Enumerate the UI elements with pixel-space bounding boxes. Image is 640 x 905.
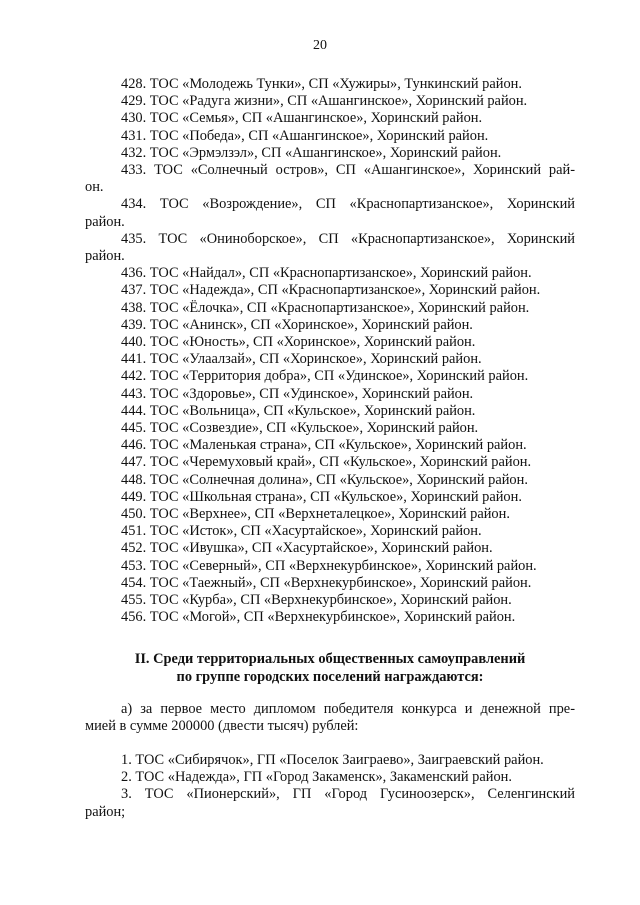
list-item-text: 439. ТОС «Анинск», СП «Хоринское», Хоринский район.: [121, 316, 473, 333]
list-item: [85, 93, 575, 110]
list-item: [85, 575, 575, 592]
list-item: [85, 231, 575, 265]
list-item: [85, 351, 575, 368]
list-item-text: 428. ТОС «Молодежь Тунки», СП «Хужиры», Тункинский район.: [121, 76, 522, 92]
list-item-continuation: район;: [85, 803, 126, 820]
list-item-text: 456. ТОС «Могой», СП «Верхнекурбинское», Хоринский район.: [121, 609, 516, 626]
list-item: [85, 558, 575, 575]
list-item: [85, 196, 575, 230]
list-item: [85, 592, 575, 609]
list-item: [85, 128, 575, 145]
list-item: [85, 334, 575, 351]
list-item-text: 442. ТОС «Территория добра», СП «Удинское», Хоринский район.: [121, 368, 529, 385]
list-item: [85, 437, 575, 454]
list-item: [85, 523, 575, 540]
list-item-text: 452. ТОС «Ивушка», СП «Хасуртайское», Хоринский район.: [121, 540, 493, 557]
section-heading: [85, 650, 575, 686]
list-item: [85, 472, 575, 489]
list-item: [85, 609, 575, 626]
list-item-text: 443. ТОС «Здоровье», СП «Удинское», Хоринский район.: [121, 385, 474, 402]
list-item-text: 454. ТОС «Таежный», СП «Верхнекурбинское», Хоринский район.: [121, 574, 532, 591]
list-item: [85, 282, 575, 299]
list-item-text: 434. ТОС «Возрождение», СП «Краснопартизанское», Хоринский: [121, 196, 575, 213]
list-item-text: 450. ТОС «Верхнее», СП «Верхнеталецкое», Хоринский район.: [121, 506, 510, 523]
list-item: [85, 540, 575, 557]
list-item: [85, 420, 575, 437]
list-item-text: 435. ТОС «Онинoборское», СП «Краснопартизанское», Хоринский: [121, 230, 575, 247]
list-item: [85, 454, 575, 471]
list-item-text: 447. ТОС «Черемуховый край», СП «Кульское», Хоринский район.: [121, 454, 532, 471]
list-item-text: 431. ТОС «Победа», СП «Ашангинское», Хоринский район.: [121, 127, 489, 144]
award-list-urban: [85, 752, 575, 821]
list-item-text: 448. ТОС «Солнечная долина», СП «Кульское», Хоринский район.: [121, 471, 528, 488]
list-item-text: 432. ТОС «Эрмэлзэл», СП «Ашангинское», Хоринский район.: [121, 144, 502, 161]
list-item: [85, 786, 575, 820]
list-item: [85, 403, 575, 420]
list-item: [85, 76, 575, 93]
list-item: [85, 317, 575, 334]
list-item-text: 445. ТОС «Созвездие», СП «Кульское», Хоринский район.: [121, 420, 479, 437]
list-item-text: 2. ТОС «Надежда», ГП «Город Закаменск», Закаменский район.: [121, 769, 512, 786]
award-paragraph: [85, 701, 575, 735]
list-item: [85, 145, 575, 162]
list-item-text: 433. ТОС «Солнечный остров», СП «Ашангинское», Хоринский рай-: [121, 162, 575, 179]
list-item: [85, 506, 575, 523]
list-item-text: 436. ТОС «Найдал», СП «Краснопартизанское», Хоринский район.: [121, 265, 532, 282]
award-paragraph-line-2: мией в сумме 200000 (двести тысяч) рублей:: [85, 718, 359, 735]
list-item-text: 441. ТОС «Улаалзай», СП «Хоринское», Хоринский район.: [121, 351, 482, 368]
section-heading-line-2: по группе городских поселений награждаются:: [176, 669, 484, 685]
page-number: 20: [313, 38, 327, 53]
award-list-rural: [85, 76, 575, 627]
list-item-continuation: район.: [85, 213, 125, 230]
list-item-text: 430. ТОС «Семья», СП «Ашангинское», Хоринский район.: [121, 110, 483, 127]
list-item: [85, 769, 575, 786]
list-item: [85, 368, 575, 385]
section-heading-line-1: II. Среди территориальных общественных самоуправлений: [134, 651, 526, 667]
list-item-continuation: он.: [85, 179, 104, 196]
list-item-text: 446. ТОС «Маленькая страна», СП «Кульское», Хоринский район.: [121, 437, 527, 454]
list-item-text: 438. ТОС «Ёлочка», СП «Краснопартизанское», Хоринский район.: [121, 299, 530, 316]
list-item-text: 449. ТОС «Школьная страна», СП «Кульское», Хоринский район.: [121, 488, 522, 505]
list-item-text: 429. ТОС «Радуга жизни», СП «Ашангинское», Хоринский район.: [121, 93, 528, 110]
list-item-text: 444. ТОС «Вольница», СП «Кульское», Хоринский район.: [121, 402, 476, 419]
list-item-text: 440. ТОС «Юность», СП «Хоринское», Хоринский район.: [121, 334, 476, 351]
list-item-continuation: район.: [85, 248, 125, 265]
list-item: [85, 752, 575, 769]
list-item: [85, 300, 575, 317]
award-paragraph-line-1: а) за первое место дипломом победителя конкурса и денежной пре-: [121, 701, 575, 717]
list-item-text: 3. ТОС «Пионерский», ГП «Город Гусиноозерск», Селенгинский: [121, 786, 575, 803]
list-item-text: 453. ТОС «Северный», СП «Верхнекурбинское», Хоринский район.: [121, 557, 537, 574]
list-item-text: 437. ТОС «Надежда», СП «Краснопартизанское», Хоринский район.: [121, 282, 541, 299]
list-item: [85, 110, 575, 127]
list-item-text: 1. ТОС «Сибирячок», ГП «Поселок Заиграево», Заиграевский район.: [121, 752, 544, 768]
list-item: [85, 265, 575, 282]
list-item-text: 451. ТОС «Исток», СП «Хасуртайское», Хоринский район.: [121, 523, 482, 540]
list-item: [85, 386, 575, 403]
list-item-text: 455. ТОС «Курба», СП «Верхнекурбинское», Хоринский район.: [121, 592, 512, 609]
list-item: [85, 162, 575, 196]
list-item: [85, 489, 575, 506]
